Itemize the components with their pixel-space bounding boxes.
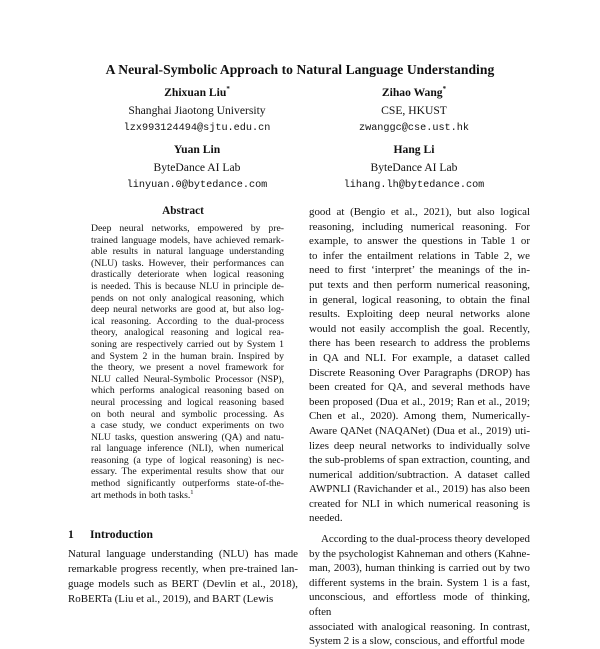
text-line: deep neural networks are good at, but also log- bbox=[91, 304, 284, 316]
text-line: ral language inference (NLI), when numerical bbox=[91, 443, 284, 455]
right-paragraph-1 bbox=[309, 205, 530, 526]
author-email: zwanggc@cse.ust.hk bbox=[358, 123, 470, 134]
text-line: needed. bbox=[309, 512, 343, 525]
text-line: lizes deep neural networks to individually solve bbox=[309, 439, 530, 452]
text-line: RoBERTa (Liu et al., 2019), and BART (Lewis bbox=[68, 593, 274, 605]
author-name: Zhixuan Liu bbox=[164, 86, 227, 99]
abstract-heading: Abstract bbox=[162, 205, 204, 217]
text-line: remarkable progress recently, when pre-trained lan- bbox=[68, 563, 298, 575]
abstract-body bbox=[91, 223, 284, 501]
text-line: man, 2003), human thinking is carried out by two bbox=[309, 562, 530, 575]
text-line: numerical addition/subtraction. A dataset called bbox=[309, 468, 530, 481]
text-line: AWPNLI (Ravichander et al., 2019) has also been bbox=[309, 483, 530, 496]
author-affiliation: ByteDance AI Lab bbox=[153, 161, 241, 174]
text-line: drastically deteriorate when logical reasoning bbox=[91, 269, 284, 281]
text-line: NLU called Neural-Symbolic Processor (NSP), bbox=[91, 373, 284, 385]
text-line: pends on not only analogical reasoning, which bbox=[91, 292, 284, 304]
text-line: associated with analogical reasoning. In contrast, bbox=[309, 620, 530, 633]
text-line: been proposed (Dua et al., 2019; Ran et al., 2019; bbox=[309, 395, 530, 408]
right-column bbox=[309, 205, 530, 649]
text-line: the sub-problems of span extraction, counting, and bbox=[309, 454, 530, 467]
text-line: in QA and NLI. For example, a dataset called bbox=[309, 351, 530, 364]
text-line: been created for QA, and several methods have bbox=[309, 381, 530, 394]
text-line: method significantly outperforms state-of-the- bbox=[91, 478, 284, 490]
text-line: essary. The experimental results show that our bbox=[91, 466, 284, 478]
text-line: Deep neural networks, empowered by pre- bbox=[91, 223, 284, 234]
text-line: to infer the entailment relations in Table 2, we bbox=[309, 249, 530, 262]
text-line: by the psychologist Kahneman and others (Kahne- bbox=[309, 547, 530, 560]
right-paragraph-2 bbox=[309, 532, 530, 649]
text-line: (NLU) tasks. However, their performances can bbox=[91, 257, 284, 269]
text-line: would not easily accomplish the goal. Recently, bbox=[309, 322, 530, 335]
text-line: able results in natural language understanding bbox=[91, 246, 284, 258]
author-affiliation: Shanghai Jiaotong University bbox=[128, 104, 266, 117]
text-line: Discrete Reasoning Over Paragraphs (DROP) has bbox=[309, 366, 530, 379]
text-line: good at (Bengio et al., 2021), but also logical bbox=[309, 206, 530, 218]
text-line: results. Exploiting deep neural networks alone bbox=[309, 308, 530, 321]
text-line: is needed. This is because NLU in principle de- bbox=[91, 280, 284, 292]
author-mark: * bbox=[442, 85, 447, 94]
text-line: Aware QANet (NAQANet) (Dua et al., 2019) uti- bbox=[309, 424, 530, 437]
text-line: art methods in both tasks. bbox=[91, 489, 191, 501]
text-line: guage models such as BERT (Devlin et al., 2018), bbox=[68, 578, 298, 590]
text-line: example, to answer the questions in Table 1 or bbox=[309, 235, 530, 248]
text-line: System 2 is a slow, conscious, and effortful mode bbox=[309, 635, 525, 648]
footnote-mark: 1 bbox=[190, 488, 194, 496]
author-email: lihang.lh@bytedance.com bbox=[343, 180, 485, 191]
section-number: 1 bbox=[68, 528, 74, 541]
author-mark: * bbox=[226, 85, 230, 94]
author-affiliation: CSE, HKUST bbox=[381, 104, 447, 117]
abstract-last-line bbox=[91, 490, 284, 502]
author-block-2 bbox=[284, 84, 544, 138]
text-line: unconscious, and effortless mode of thinking, often bbox=[309, 591, 530, 619]
text-line: which performs analogical reasoning based on bbox=[91, 385, 284, 397]
text-line: put texts and then perform numerical reasoning, bbox=[309, 278, 530, 291]
text-line: neural processing and logical reasoning based bbox=[91, 396, 284, 408]
text-line: trained language models, have achieved remark- bbox=[91, 234, 284, 246]
text-line: NLU tasks, question answering (QA) and natu- bbox=[91, 431, 284, 443]
paper-title: A Neural-Symbolic Approach to Natural Language Understanding bbox=[105, 62, 495, 77]
section-title: Introduction bbox=[90, 528, 153, 541]
author-name: Hang Li bbox=[393, 143, 435, 156]
text-line: ical reasoning. According to the dual-process bbox=[91, 315, 284, 327]
author-email: linyuan.0@bytedance.com bbox=[126, 180, 268, 191]
author-name: Yuan Lin bbox=[173, 143, 221, 156]
author-block-4 bbox=[284, 141, 544, 195]
text-line: reasoning (a type of logical reasoning) is nec- bbox=[91, 454, 284, 466]
section-heading bbox=[68, 528, 153, 541]
text-line: on both neural and symbolic processing. As bbox=[91, 408, 284, 420]
text-line: different systems in the brain. System 1 is a fast, bbox=[309, 576, 530, 589]
text-line: Natural language understanding (NLU) has made bbox=[68, 548, 298, 560]
text-line: soning are respectively carried out by System 1 bbox=[91, 338, 284, 350]
text-line: need to first ‘interpret’ the meanings of the in- bbox=[309, 264, 530, 277]
text-line: created for NLI in which numerical reasoning is bbox=[309, 497, 530, 510]
text-line: in general, logical reasoning, to obtain the final bbox=[309, 293, 530, 306]
text-line: the theory, we present a novel framework for bbox=[91, 362, 284, 374]
intro-left-column bbox=[68, 547, 298, 607]
text-line: Chen et al., 2020). Among them, Numerically- bbox=[309, 410, 530, 423]
text-line: and System 2 in the human brain. Inspired by bbox=[91, 350, 284, 362]
text-line: theory, analogical reasoning and logical rea- bbox=[91, 327, 284, 339]
text-line: According to the dual-process theory developed bbox=[321, 533, 530, 546]
author-name: Zihao Wang bbox=[381, 86, 443, 99]
text-line: there has been research to address the problems bbox=[309, 337, 530, 350]
text-line: reasoning, including numerical reasoning. For bbox=[309, 220, 530, 233]
author-affiliation: ByteDance AI Lab bbox=[370, 161, 458, 174]
text-line: a case study, we conduct experiments on two bbox=[91, 420, 284, 432]
author-email: lzx993124494@sjtu.edu.cn bbox=[123, 123, 271, 134]
